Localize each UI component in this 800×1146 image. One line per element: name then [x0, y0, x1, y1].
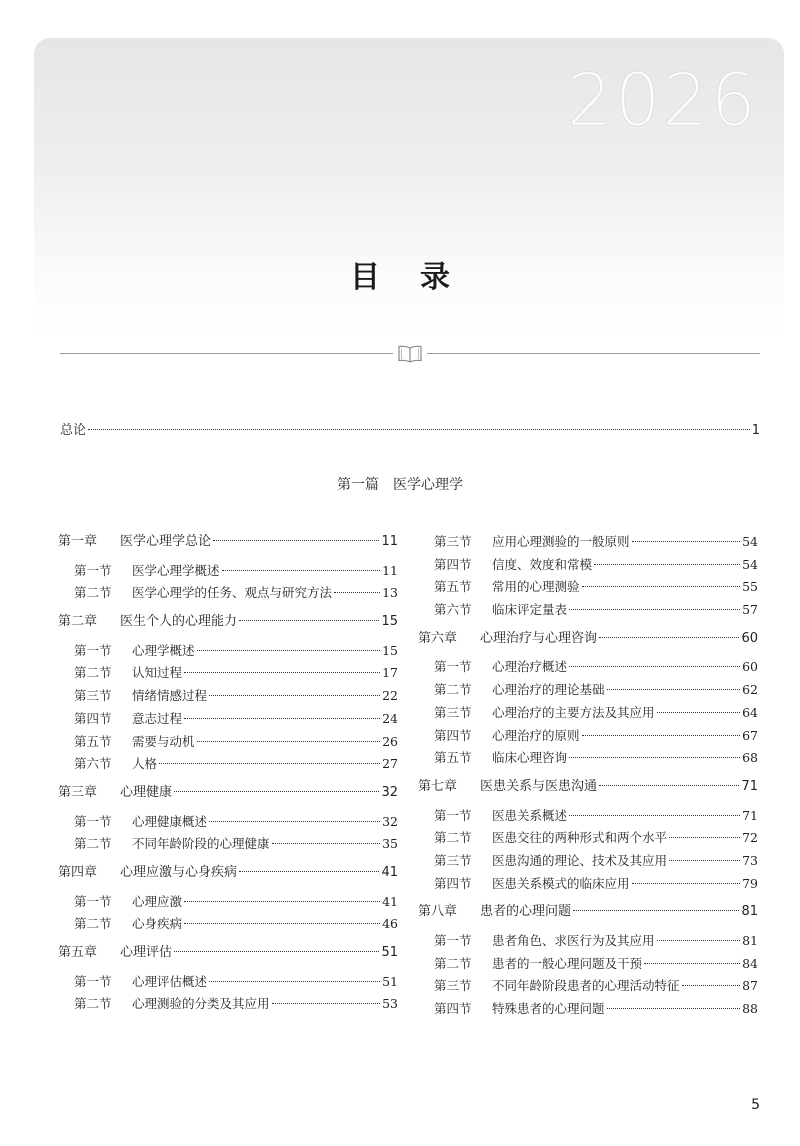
- dot-leader: [569, 815, 740, 816]
- dot-leader: [632, 883, 741, 884]
- section-number: 第四节: [74, 710, 112, 726]
- toc-section-entry[interactable]: [418, 930, 758, 953]
- section-page: 68: [742, 750, 758, 766]
- section-number: 第一节: [434, 933, 472, 948]
- toc-section-entry[interactable]: [418, 827, 758, 850]
- section-number: 第三节: [434, 534, 472, 549]
- section-number: 第一节: [74, 893, 112, 909]
- toc-section-entry[interactable]: [58, 891, 398, 914]
- section-title: 意志过程: [132, 710, 183, 726]
- section-title: 特殊患者的心理问题: [492, 1001, 605, 1017]
- toc-section-entry[interactable]: [58, 753, 398, 776]
- section-label: [74, 708, 182, 731]
- section-label: [74, 971, 207, 994]
- chapter-label: [58, 531, 211, 554]
- dot-leader: [184, 672, 380, 673]
- section-page: 32: [382, 813, 398, 829]
- dot-leader: [222, 570, 381, 571]
- section-title: 心理学概述: [132, 642, 195, 658]
- dot-leader: [184, 718, 380, 719]
- dot-leader: [594, 564, 740, 565]
- section-number: 第二节: [434, 955, 472, 971]
- toc-section-entry[interactable]: [418, 725, 758, 748]
- toc-section-entry[interactable]: [418, 702, 758, 725]
- chapter-title: 心理应激与心身疾病: [120, 864, 238, 880]
- section-label: [434, 599, 567, 622]
- chapter-label: [58, 611, 237, 634]
- toc-section-entry[interactable]: [58, 582, 398, 605]
- page-title: 目录: [350, 260, 490, 295]
- section-title: 临床评定量表: [492, 602, 568, 618]
- section-number: 第四节: [434, 556, 472, 572]
- toc-section-entry[interactable]: [418, 953, 758, 976]
- part-name: 医学心理学: [393, 477, 463, 493]
- section-title: 医患关系概述: [492, 807, 568, 823]
- toc-section-entry[interactable]: [58, 971, 398, 994]
- section-page: 88: [742, 1001, 758, 1017]
- chapter-title: 心理健康: [120, 784, 173, 800]
- section-number: 第二节: [74, 585, 112, 601]
- chapter-page: 81: [741, 904, 758, 920]
- section-page: 55: [742, 579, 758, 595]
- section-title: 患者角色、求医行为及其应用: [492, 933, 655, 948]
- section-label: [74, 640, 195, 663]
- section-title: 心身疾病: [132, 916, 183, 932]
- section-page: 46: [382, 916, 398, 932]
- dot-leader: [213, 540, 379, 541]
- section-number: 第三节: [74, 688, 112, 704]
- section-title: 常用的心理测验: [492, 579, 580, 595]
- section-label: [74, 560, 220, 583]
- section-title: 不同年龄阶段的心理健康: [132, 836, 270, 852]
- chapter-page: 60: [741, 630, 758, 646]
- section-number: 第一节: [74, 813, 112, 829]
- section-title: 医学心理学概述: [132, 562, 220, 578]
- section-number: 第二节: [434, 830, 472, 846]
- dot-leader: [599, 637, 739, 638]
- toc-section-entry[interactable]: [418, 656, 758, 679]
- toc-section-entry[interactable]: [418, 531, 758, 554]
- section-label: [434, 953, 642, 976]
- chapter-label: [58, 782, 172, 805]
- section-label: [434, 747, 567, 770]
- section-page: 60: [742, 659, 758, 675]
- chapter-page: 71: [741, 778, 758, 794]
- section-number: 第三节: [434, 852, 472, 868]
- toc-chapter-entry[interactable]: [418, 628, 758, 651]
- section-number: 第六节: [434, 602, 472, 618]
- section-page: 51: [382, 973, 398, 989]
- toc-section-entry[interactable]: [58, 662, 398, 685]
- section-page: 24: [382, 710, 398, 726]
- section-label: [74, 662, 182, 685]
- dot-leader: [582, 586, 741, 587]
- section-title: 需要与动机: [132, 733, 195, 749]
- toc-section-entry[interactable]: [58, 811, 398, 834]
- section-number: 第一节: [74, 973, 112, 989]
- section-number: 第五节: [74, 733, 112, 749]
- section-page: 72: [742, 830, 758, 846]
- section-number: 第三节: [434, 704, 472, 720]
- section-title: 心理治疗概述: [492, 659, 568, 675]
- section-label: [434, 679, 605, 702]
- toc-left-column: [58, 531, 398, 1016]
- section-label: [74, 582, 332, 605]
- dot-leader: [569, 609, 740, 610]
- section-page: 64: [742, 704, 758, 720]
- section-title: 不同年龄阶段患者的心理活动特征: [492, 978, 680, 994]
- part-heading: [0, 474, 800, 494]
- section-page: 22: [382, 688, 398, 704]
- section-number: 第二节: [74, 665, 112, 681]
- chapter-number: 第二章: [58, 614, 98, 630]
- dot-leader: [272, 1003, 381, 1004]
- dot-leader: [569, 666, 740, 667]
- dot-leader: [657, 940, 741, 941]
- chapter-page: 15: [381, 614, 398, 630]
- section-label: [434, 531, 630, 554]
- section-number: 第六节: [74, 756, 112, 772]
- section-number: 第一节: [74, 562, 112, 578]
- section-label: [434, 725, 580, 748]
- section-title: 医患沟通的理论、技术及其应用: [492, 852, 668, 868]
- section-page: 71: [742, 807, 758, 823]
- dot-leader: [682, 985, 741, 986]
- dot-leader: [632, 541, 741, 542]
- section-page: 41: [382, 893, 398, 909]
- toc-section-entry[interactable]: [58, 685, 398, 708]
- section-page: 35: [382, 836, 398, 852]
- section-page: 15: [382, 642, 398, 658]
- chapter-number: 第四章: [58, 864, 98, 880]
- section-title: 心理治疗的主要方法及其应用: [492, 704, 655, 720]
- toc-section-entry[interactable]: [418, 679, 758, 702]
- section-title: 信度、效度和常模: [492, 556, 593, 572]
- section-label: [74, 833, 270, 856]
- dot-leader: [159, 763, 380, 764]
- section-title: 患者的一般心理问题及干预: [492, 955, 643, 971]
- toc-section-entry[interactable]: [58, 731, 398, 754]
- open-book-icon: [393, 343, 427, 365]
- toc-section-entry[interactable]: [58, 833, 398, 856]
- dot-leader: [599, 785, 739, 786]
- intro-page: 1: [751, 423, 760, 438]
- chapter-number: 第七章: [418, 778, 458, 794]
- chapter-number: 第一章: [58, 534, 98, 549]
- section-page: 67: [742, 727, 758, 743]
- section-number: 第四节: [434, 875, 472, 891]
- section-page: 57: [742, 602, 758, 618]
- section-page: 73: [742, 852, 758, 868]
- chapter-label: [58, 862, 237, 885]
- chapter-label: [418, 628, 597, 651]
- dot-leader: [669, 837, 740, 838]
- section-title: 医患关系模式的临床应用: [492, 875, 630, 891]
- chapter-title: 患者的心理问题: [480, 904, 572, 920]
- dot-leader: [607, 689, 741, 690]
- toc-section-entry[interactable]: [58, 993, 398, 1016]
- section-title: 心理测验的分类及其应用: [132, 996, 270, 1012]
- section-number: 第三节: [434, 978, 472, 994]
- dot-leader: [272, 843, 381, 844]
- chapter-page: 41: [381, 864, 398, 880]
- chapter-number: 第六章: [418, 630, 458, 646]
- section-label: [434, 576, 580, 599]
- dot-leader: [569, 757, 740, 758]
- section-page: 54: [742, 556, 758, 572]
- section-number: 第二节: [74, 916, 112, 932]
- toc-chapter-entry[interactable]: [58, 862, 398, 885]
- toc-intro-entry[interactable]: [60, 414, 760, 449]
- toc-chapter-entry[interactable]: [58, 611, 398, 634]
- section-title: 认知过程: [132, 665, 183, 681]
- toc-chapter-entry[interactable]: [58, 782, 398, 805]
- chapter-title: 心理治疗与心理咨询: [480, 630, 598, 646]
- section-page: 62: [742, 682, 758, 698]
- section-label: [434, 827, 667, 850]
- section-title: 心理健康概述: [132, 813, 208, 829]
- dot-leader: [184, 923, 380, 924]
- dot-leader: [88, 429, 750, 430]
- intro-label: 总论: [60, 423, 87, 438]
- dot-leader: [644, 963, 740, 964]
- section-number: 第二节: [434, 682, 472, 698]
- section-page: 79: [742, 875, 758, 891]
- toc-section-entry[interactable]: [418, 599, 758, 622]
- section-label: [74, 731, 195, 754]
- section-page: 11: [382, 562, 398, 578]
- section-title: 医患交往的两种形式和两个水平: [492, 830, 668, 846]
- section-title: 临床心理咨询: [492, 750, 568, 766]
- section-label: [74, 753, 157, 776]
- toc-section-entry[interactable]: [418, 998, 758, 1021]
- chapter-label: [58, 942, 172, 965]
- section-label: [434, 975, 680, 998]
- dot-leader: [239, 620, 379, 621]
- dot-leader: [239, 871, 379, 872]
- dot-leader: [209, 981, 380, 982]
- section-number: 第一节: [434, 807, 472, 823]
- section-title: 应用心理测验的一般原则: [492, 534, 630, 549]
- toc-section-entry[interactable]: [418, 805, 758, 828]
- section-title: 心理应激: [132, 893, 183, 909]
- section-title: 心理评估概述: [132, 973, 208, 989]
- chapter-title: 心理评估: [120, 945, 173, 960]
- chapter-page: 32: [381, 784, 398, 800]
- chapter-title: 医生个人的心理能力: [120, 614, 238, 630]
- section-label: [434, 850, 667, 873]
- chapter-number: 第八章: [418, 904, 458, 920]
- section-label: [434, 998, 605, 1021]
- toc-section-entry[interactable]: [418, 576, 758, 599]
- section-page: 27: [382, 756, 398, 772]
- section-title: 心理治疗的理论基础: [492, 682, 605, 698]
- dot-leader: [184, 901, 380, 902]
- toc-chapter-entry[interactable]: [418, 901, 758, 924]
- toc-section-entry[interactable]: [418, 975, 758, 998]
- toc-section-entry[interactable]: [58, 708, 398, 731]
- section-label: [434, 805, 567, 828]
- section-label: [74, 993, 270, 1016]
- section-number: 第五节: [434, 750, 472, 766]
- section-page: 87: [742, 978, 758, 994]
- section-number: 第二节: [74, 996, 112, 1012]
- part-number: 第一篇: [337, 477, 379, 493]
- section-page: 17: [382, 665, 398, 681]
- chapter-title: 医患关系与医患沟通: [480, 778, 598, 794]
- toc-section-entry[interactable]: [418, 747, 758, 770]
- dot-leader: [174, 791, 379, 792]
- section-number: 第二节: [74, 836, 112, 852]
- section-title: 人格: [132, 756, 158, 772]
- section-label: [434, 873, 630, 896]
- section-label: [74, 811, 207, 834]
- section-page: 26: [382, 733, 398, 749]
- toc-chapter-entry[interactable]: [58, 531, 398, 554]
- section-page: 54: [742, 534, 758, 549]
- year-watermark: 2026: [566, 58, 758, 142]
- section-number: 第一节: [74, 642, 112, 658]
- toc-chapter-entry[interactable]: [58, 942, 398, 965]
- section-label: [434, 656, 567, 679]
- toc-section-entry[interactable]: [418, 850, 758, 873]
- toc-section-entry[interactable]: [418, 554, 758, 577]
- chapter-page: 51: [381, 945, 398, 960]
- toc-right-column: [418, 531, 758, 1021]
- chapter-number: 第五章: [58, 945, 98, 960]
- toc-section-entry[interactable]: [58, 640, 398, 663]
- section-label: [74, 685, 207, 708]
- section-label: [434, 930, 655, 953]
- section-page: 53: [382, 996, 398, 1012]
- toc-section-entry[interactable]: [58, 913, 398, 936]
- section-label: [74, 913, 182, 936]
- dot-leader: [607, 1008, 741, 1009]
- page-number: 5: [751, 1097, 760, 1113]
- dot-leader: [582, 735, 741, 736]
- toc-section-entry[interactable]: [58, 560, 398, 583]
- chapter-number: 第三章: [58, 784, 98, 800]
- section-number: 第四节: [434, 727, 472, 743]
- toc-chapter-entry[interactable]: [418, 776, 758, 799]
- section-page: 81: [742, 933, 758, 948]
- chapter-title: 医学心理学总论: [120, 534, 212, 549]
- dot-leader: [209, 821, 380, 822]
- section-label: [74, 891, 182, 914]
- dot-leader: [174, 951, 379, 952]
- dot-leader: [334, 592, 380, 593]
- toc-section-entry[interactable]: [418, 873, 758, 896]
- section-label: [434, 554, 592, 577]
- dot-leader: [657, 712, 741, 713]
- section-label: [434, 702, 655, 725]
- section-title: 情绪情感过程: [132, 688, 208, 704]
- dot-leader: [669, 860, 740, 861]
- dot-leader: [197, 650, 381, 651]
- dot-leader: [209, 695, 380, 696]
- section-page: 84: [742, 955, 758, 971]
- dot-leader: [197, 741, 381, 742]
- section-page: 13: [382, 585, 398, 601]
- section-title: 医学心理学的任务、观点与研究方法: [132, 585, 333, 601]
- section-number: 第四节: [434, 1001, 472, 1017]
- chapter-label: [418, 776, 597, 799]
- chapter-page: 11: [381, 534, 398, 549]
- section-number: 第一节: [434, 659, 472, 675]
- chapter-label: [418, 901, 571, 924]
- section-title: 心理治疗的原则: [492, 727, 580, 743]
- section-number: 第五节: [434, 579, 472, 595]
- dot-leader: [573, 910, 739, 911]
